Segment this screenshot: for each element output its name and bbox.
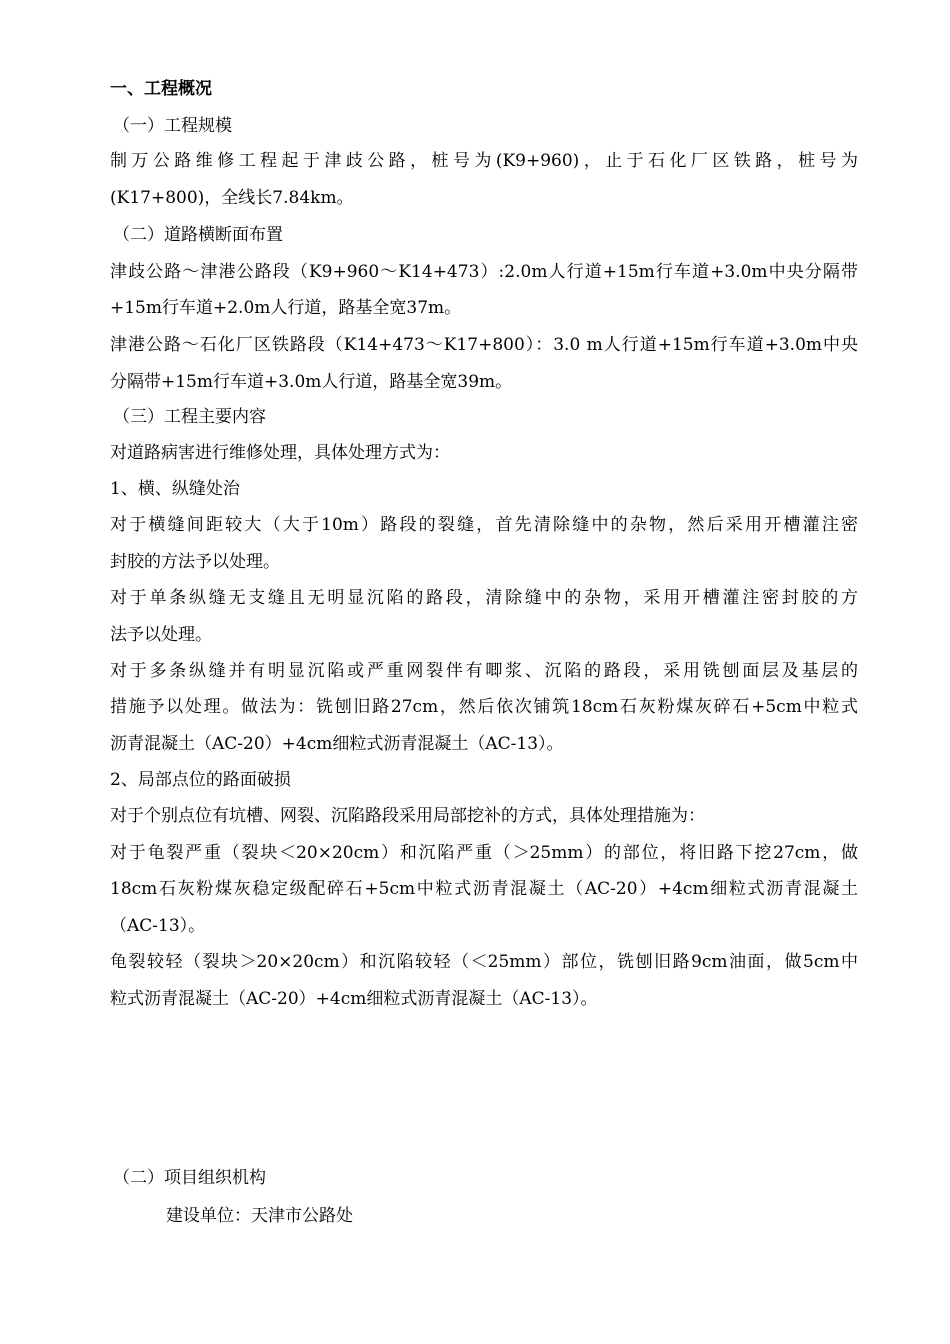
paragraph-line: 封胶的方法予以处理。: [110, 552, 280, 572]
paragraph-line: 对于龟裂严重（裂块＜20×20cm）和沉陷严重（＞25mm）的部位，将旧路下挖27cm，做: [110, 843, 858, 863]
subsection-heading-cross-section: （二）道路横断面布置: [113, 225, 283, 245]
subsection-heading-content: （三）工程主要内容: [113, 407, 266, 427]
paragraph-line: 法予以处理。: [110, 625, 212, 645]
paragraph-line: 津港公路～石化厂区铁路段（K14+473～K17+800）：3.0 m人行道+15m行车道+3.0m中央: [110, 335, 858, 355]
paragraph-line: 沥青混凝土（AC-20）+4cm细粒式沥青混凝土（AC-13）。: [110, 734, 564, 754]
paragraph-line: 分隔带+15m行车道+3.0m人行道，路基全宽39m。: [110, 372, 513, 392]
paragraph-line: 措施予以处理。做法为：铣刨旧路27cm，然后依次铺筑18cm石灰粉煤灰碎石+5cm中粒式: [110, 697, 858, 717]
paragraph-line: 对于个别点位有坑槽、网裂、沉陷路段采用局部挖补的方式，具体处理措施为：: [110, 806, 705, 826]
paragraph-line: （AC-13）。: [110, 916, 206, 936]
paragraph-line: 对于横缝间距较大（大于10m）路段的裂缝，首先清除缝中的杂物，然后采用开槽灌注密: [110, 515, 858, 535]
paragraph-line: 18cm石灰粉煤灰稳定级配碎石+5cm中粒式沥青混凝土（AC-20）+4cm细粒式沥青混凝土: [110, 879, 858, 899]
paragraph-line: 对道路病害进行维修处理，具体处理方式为：: [110, 443, 450, 463]
paragraph-line: 龟裂较轻（裂块＞20×20cm）和沉陷较轻（＜25mm）部位，铣刨旧路9cm油面，做5cm中: [110, 952, 858, 972]
section-title: 一、工程概况: [110, 79, 212, 99]
paragraph-line: (K17+800)，全线长7.84km。: [110, 188, 354, 208]
paragraph-line: 津歧公路～津港公路段（K9+960～K14+473）:2.0m人行道+15m行车道+3.0m中央分隔带: [110, 262, 858, 282]
paragraph-line: +15m行车道+2.0m人行道，路基全宽37m。: [110, 298, 462, 318]
paragraph-line: 粒式沥青混凝土（AC-20）+4cm细粒式沥青混凝土（AC-13）。: [110, 989, 598, 1009]
item-heading-pavement-damage: 2、局部点位的路面破损: [110, 770, 291, 790]
subsection-heading-organization: （二）项目组织机构: [113, 1168, 266, 1188]
paragraph-line: 对于多条纵缝并有明显沉陷或严重网裂伴有唧浆、沉陷的路段，采用铣刨面层及基层的: [110, 661, 858, 681]
item-heading-cracks: 1、横、纵缝处治: [110, 479, 240, 499]
organization-builder: 建设单位：天津市公路处: [166, 1206, 353, 1226]
paragraph-line: 制万公路维修工程起于津歧公路，桩号为(K9+960)，止于石化厂区铁路，桩号为: [110, 151, 858, 171]
subsection-heading-scale: （一）工程规模: [113, 116, 232, 136]
paragraph-line: 对于单条纵缝无支缝且无明显沉陷的路段，清除缝中的杂物，采用开槽灌注密封胶的方: [110, 588, 858, 608]
